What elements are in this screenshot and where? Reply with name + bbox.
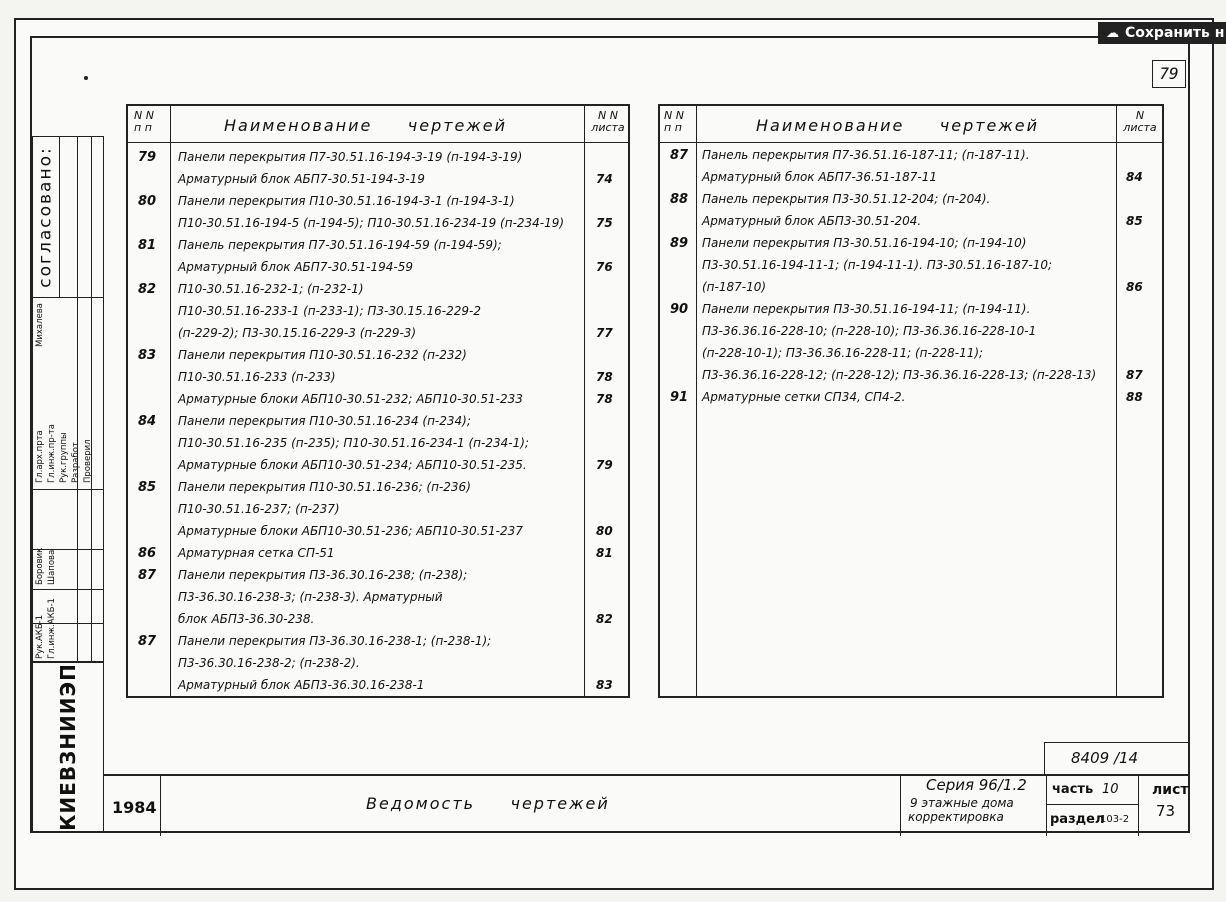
row-sheet: 78 — [596, 392, 613, 406]
row-number: 87 — [138, 634, 157, 649]
row-number: 85 — [138, 480, 157, 495]
drawings-table-left — [126, 104, 630, 698]
stamp-role-7: Проверил — [83, 439, 93, 483]
row-number: 90 — [670, 302, 689, 317]
header-num: N N п п — [134, 109, 154, 134]
stamp-name-2: Шапова — [47, 549, 57, 585]
row-sheet: 77 — [596, 326, 613, 340]
header-num: N N п п — [664, 109, 684, 134]
row-title: Арматурные сетки СП34, СП4-2. — [702, 390, 906, 404]
row-sheet: 87 — [1126, 368, 1143, 382]
stamp-role-3: Гл.арх.прта — [35, 430, 45, 483]
row-title: П10-30.51.16-194-5 (п-194-5); П10-30.51.16-234-19 (п-234-19) — [178, 216, 565, 230]
row-title: Панели перекрытия П10-30.51.16-236; (п-236) — [178, 480, 471, 494]
stamp-role-5: Рук.группы — [59, 432, 69, 483]
row-title: П10-30.51.16-233 (п-233) — [178, 370, 336, 384]
header-sheet: N N листа — [591, 109, 625, 134]
row-title: (п-187-10) — [702, 280, 767, 294]
row-title: Арматурный блок АБП7-30.51-194-59 — [178, 260, 413, 274]
row-sheet: 80 — [596, 524, 613, 538]
row-sheet: 79 — [596, 458, 613, 472]
row-title: Панели перекрытия П10-30.51.16-194-3-1 (п-194-3-1) — [178, 194, 515, 208]
save-button-label: Сохранить н — [1125, 25, 1225, 41]
row-title: Арматурные блоки АБП10-30.51-234; АБП10-30.51-235. — [178, 458, 527, 472]
row-sheet: 78 — [596, 370, 613, 384]
row-sheet: 85 — [1126, 214, 1143, 228]
row-number: 84 — [138, 414, 157, 429]
row-title: Панели перекрытия П3-36.30.16-238-1; (п-238-1); — [178, 634, 492, 648]
title-block — [104, 774, 1190, 834]
save-button[interactable] — [1098, 22, 1226, 44]
stamp-name-6: Михалева — [35, 303, 45, 347]
row-number: 87 — [138, 568, 157, 583]
row-title: П10-30.51.16-235 (п-235); П10-30.51.16-234-1 (п-234-1); — [178, 436, 529, 450]
row-title: Панель перекрытия П3-30.51.12-204; (п-204). — [702, 192, 991, 206]
row-sheet: 82 — [596, 612, 613, 626]
description-line-2: корректировка — [908, 810, 1004, 824]
row-number: 79 — [138, 150, 157, 165]
row-number: 89 — [670, 236, 689, 251]
row-title: Арматурный блок АБП3-30.51-204. — [702, 214, 922, 228]
organization-name: КИЕВЗНИИЭП — [32, 662, 104, 832]
row-title: Панели перекрытия П10-30.51.16-234 (п-234); — [178, 414, 471, 428]
row-sheet: 83 — [596, 678, 613, 692]
row-title: П3-36.36.16-228-12; (п-228-12); П3-36.36.16-228-13; (п-228-13) — [702, 368, 1097, 382]
row-title: П10-30.51.16-237; (п-237) — [178, 502, 340, 516]
drawings-table-right — [658, 104, 1164, 698]
row-title: Арматурный блок АБП7-30.51-194-3-19 — [178, 172, 425, 186]
part-label: часть — [1052, 782, 1094, 797]
row-title: Арматурные блоки АБП10-30.51-236; АБП10-30.51-237 — [178, 524, 523, 538]
row-title: Панели перекрытия П3-36.30.16-238; (п-238); — [178, 568, 468, 582]
stamp-role-4: Гл.инж.пр-та — [47, 424, 57, 483]
sheet-value: 73 — [1156, 802, 1176, 820]
row-title: Арматурная сетка СП-51 — [178, 546, 335, 560]
part-value: 10 — [1102, 782, 1119, 797]
inventory-box — [1044, 742, 1190, 774]
stamp-role-1: Рук.АКБ-1 — [35, 614, 45, 659]
row-title: П10-30.51.16-232-1; (п-232-1) — [178, 282, 364, 296]
section-label: раздел — [1050, 812, 1105, 827]
row-title: Арматурный блок АБП7-36.51-187-11 — [702, 170, 937, 184]
row-number: 81 — [138, 238, 157, 253]
row-number: 86 — [138, 546, 157, 561]
stamp-role-6: Разработ. — [71, 439, 81, 483]
row-number: 91 — [670, 390, 689, 405]
row-number: 82 — [138, 282, 157, 297]
row-title: Арматурные блоки АБП10-30.51-232; АБП10-30.51-233 — [178, 392, 523, 406]
row-title: П3-36.36.16-228-10; (п-228-10); П3-36.36.16-228-10-1 — [702, 324, 1037, 338]
row-number: 88 — [670, 192, 689, 207]
punch-dot — [84, 76, 88, 80]
row-title: (п-229-2); П3-30.15.16-229-3 (п-229-3) — [178, 326, 417, 340]
stamp-name-1: Боровик — [35, 547, 45, 585]
row-number: 87 — [670, 148, 689, 163]
row-title: Панель перекрытия П7-36.51.16-187-11; (п-187-11). — [702, 148, 1030, 162]
row-sheet: 88 — [1126, 390, 1143, 404]
year: 1984 — [112, 798, 157, 817]
row-sheet: 74 — [596, 172, 613, 186]
row-title: П3-36.30.16-238-2; (п-238-2). — [178, 656, 360, 670]
series: Серия 96/1.2 — [926, 776, 1027, 794]
approval-stamp — [32, 136, 104, 662]
sheet-number: 79 — [1152, 60, 1186, 88]
row-title: П10-30.51.16-233-1 (п-233-1); П3-30.15.16-229-2 — [178, 304, 481, 318]
document-title: Ведомость чертежей — [366, 794, 610, 813]
header-title: Наименование чертежей — [756, 116, 1040, 135]
agreed-caption: согласовано: — [33, 137, 60, 297]
row-sheet: 86 — [1126, 280, 1143, 294]
section-value: 103-2 — [1100, 814, 1130, 825]
stamp-role-2: Гл.инж.АКБ-1 — [47, 598, 57, 659]
row-sheet: 75 — [596, 216, 613, 230]
row-number: 83 — [138, 348, 157, 363]
row-title: Панели перекрытия П7-30.51.16-194-3-19 (п-194-3-19) — [178, 150, 523, 164]
inventory-number: 8409 /14 — [1071, 749, 1139, 767]
row-title: П3-36.30.16-238-3; (п-238-3). Арматурный — [178, 590, 443, 604]
row-sheet: 76 — [596, 260, 613, 274]
row-title: блок АБП3-36.30-238. — [178, 612, 315, 626]
header-sheet: N листа — [1123, 109, 1157, 134]
row-title: Панели перекрытия П3-30.51.16-194-11; (п-194-11). — [702, 302, 1031, 316]
row-title: П3-30.51.16-194-11-1; (п-194-11-1). П3-30.51.16-187-10; — [702, 258, 1053, 272]
row-title: (п-228-10-1); П3-36.36.16-228-11; (п-228-11); — [702, 346, 984, 360]
row-number: 80 — [138, 194, 157, 209]
cloud-icon: ☁ — [1106, 25, 1119, 41]
row-title: Панели перекрытия П3-30.51.16-194-10; (п-194-10) — [702, 236, 1027, 250]
row-sheet: 81 — [596, 546, 613, 560]
row-title: Панели перекрытия П10-30.51.16-232 (п-232) — [178, 348, 467, 362]
header-title: Наименование чертежей — [224, 116, 508, 135]
row-sheet: 84 — [1126, 170, 1143, 184]
sheet-label: лист — [1152, 782, 1189, 798]
row-title: Арматурный блок АБП3-36.30.16-238-1 — [178, 678, 425, 692]
description-line-1: 9 этажные дома — [910, 796, 1014, 810]
row-title: Панель перекрытия П7-30.51.16-194-59 (п-194-59); — [178, 238, 502, 252]
